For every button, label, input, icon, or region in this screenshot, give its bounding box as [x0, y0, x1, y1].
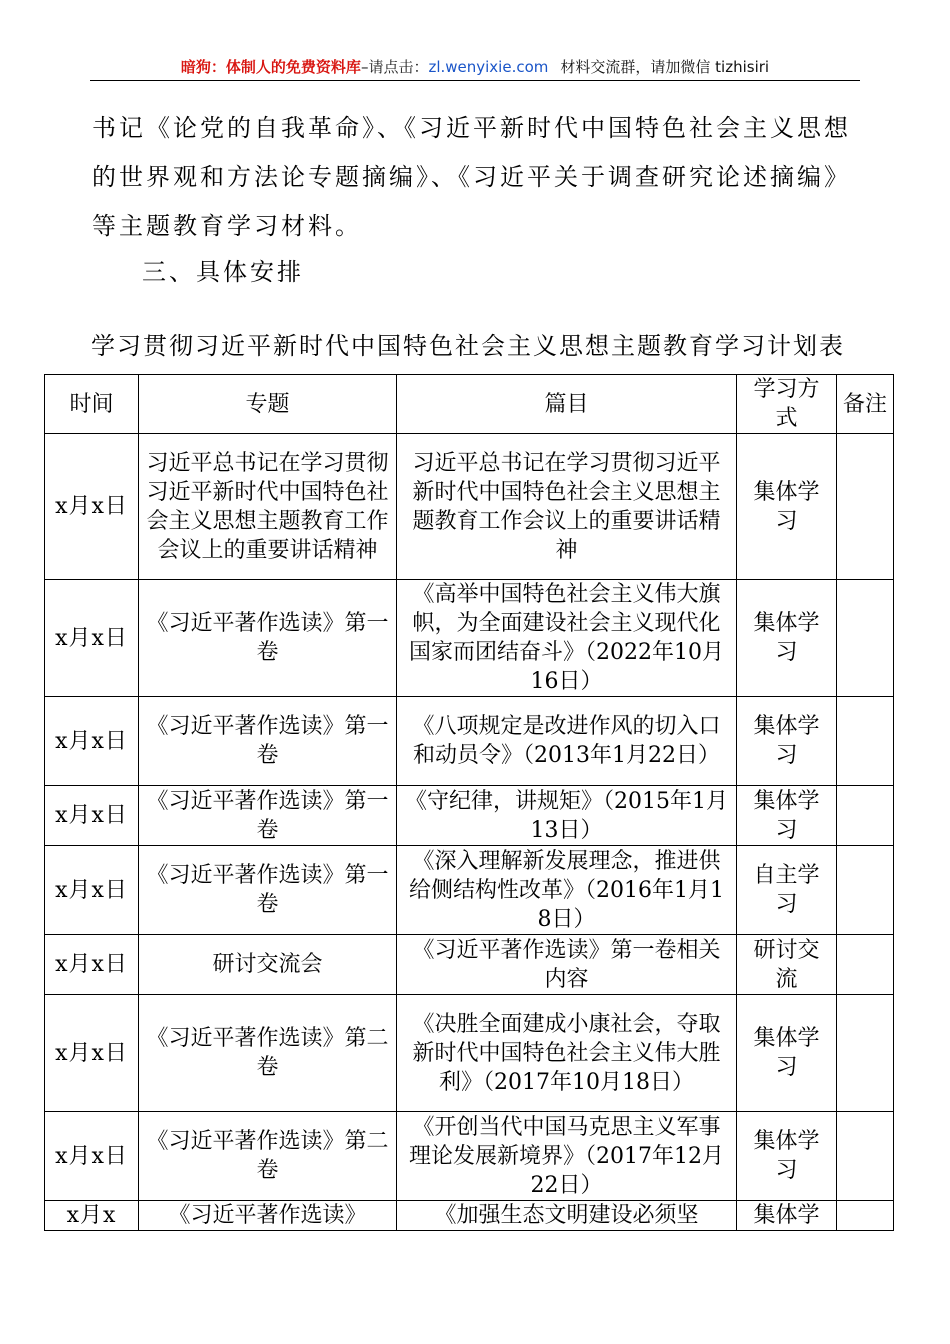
table-title: 学习贯彻习近平新时代中国特色社会主义思想主题教育学习计划表 — [91, 332, 845, 360]
row-note — [837, 995, 894, 1112]
header-note: 备注 — [837, 375, 894, 434]
page-header — [90, 56, 860, 77]
row-date: x月x日 — [45, 1112, 139, 1201]
row-note — [837, 580, 894, 697]
row-note — [837, 697, 894, 786]
row-note — [837, 1201, 894, 1231]
table-row — [45, 1201, 894, 1231]
row-method: 集体学习 — [737, 580, 837, 697]
table-row — [45, 995, 894, 1112]
row-method: 集体学习 — [737, 434, 837, 580]
row-topic: 《习近平著作选读》第二卷 — [139, 995, 397, 1112]
header-prompt: –请点击： — [360, 58, 429, 76]
table-row — [45, 935, 894, 995]
header-divider — [90, 80, 860, 81]
row-topic: 《习近平著作选读》 — [139, 1201, 397, 1231]
row-note — [837, 434, 894, 580]
row-date: x月x日 — [45, 786, 139, 846]
row-method: 自主学习 — [737, 846, 837, 935]
row-topic: 《习近平著作选读》第一卷 — [139, 580, 397, 697]
row-method: 研讨交流 — [737, 935, 837, 995]
row-topic: 《习近平著作选读》第二卷 — [139, 1112, 397, 1201]
row-note — [837, 846, 894, 935]
row-method: 集体学习 — [737, 786, 837, 846]
table-row — [45, 434, 894, 580]
row-article: 《深入理解新发展理念，推进供给侧结构性改革》（2016年1月18日） — [397, 846, 737, 935]
row-topic: 《习近平著作选读》第一卷 — [139, 846, 397, 935]
row-article: 习近平总书记在学习贯彻习近平新时代中国特色社会主义思想主题教育工作会议上的重要讲话精神 — [397, 434, 737, 580]
header-topic: 专题 — [139, 375, 397, 434]
row-method: 集体学习 — [737, 1112, 837, 1201]
header-time: 时间 — [45, 375, 139, 434]
row-topic: 习近平总书记在学习贯彻习近平新时代中国特色社会主义思想主题教育工作会议上的重要讲话精神 — [139, 434, 397, 580]
row-date: x月x — [45, 1201, 139, 1231]
row-topic: 《习近平著作选读》第一卷 — [139, 697, 397, 786]
row-date: x月x日 — [45, 434, 139, 580]
header-group-note: 材料交流群，请加微信 tizhisiri — [560, 58, 770, 76]
row-note — [837, 935, 894, 995]
row-date: x月x日 — [45, 846, 139, 935]
row-topic: 《习近平著作选读》第一卷 — [139, 786, 397, 846]
row-article: 《习近平著作选读》第一卷相关内容 — [397, 935, 737, 995]
row-article: 《决胜全面建成小康社会，夺取新时代中国特色社会主义伟大胜利》（2017年10月18日） — [397, 995, 737, 1112]
row-method: 集体学习 — [737, 995, 837, 1112]
study-plan-table — [44, 374, 894, 1231]
row-article: 《加强生态文明建设必须坚 — [397, 1201, 737, 1231]
row-method: 集体学习 — [737, 697, 837, 786]
row-note — [837, 786, 894, 846]
row-date: x月x日 — [45, 697, 139, 786]
row-date: x月x日 — [45, 995, 139, 1112]
header-link[interactable]: zl.wenyixie.com — [428, 58, 549, 76]
row-article: 《守纪律，讲规矩》（2015年1月13日） — [397, 786, 737, 846]
table-row — [45, 786, 894, 846]
intro-paragraph: 书记《论党的自我革命》、《习近平新时代中国特色社会主义思想的世界观和方法论专题摘编》、《习近平关于调查研究论述摘编》等主题教育学习材料。 — [92, 114, 851, 240]
row-article: 《八项规定是改进作风的切入口和动员令》（2013年1月22日） — [397, 697, 737, 786]
header-article: 篇目 — [397, 375, 737, 434]
table-header-row — [45, 375, 894, 434]
row-topic: 研讨交流会 — [139, 935, 397, 995]
header-method: 学习方式 — [737, 375, 837, 434]
table-row — [45, 580, 894, 697]
row-method: 集体学 — [737, 1201, 837, 1231]
row-date: x月x日 — [45, 935, 139, 995]
row-date: x月x日 — [45, 580, 139, 697]
row-article: 《高举中国特色社会主义伟大旗帜，为全面建设社会主义现代化国家而团结奋斗》（2022年10月16日） — [397, 580, 737, 697]
table-row — [45, 1112, 894, 1201]
section-heading: 三、具体安排 — [142, 258, 304, 286]
row-article: 《开创当代中国马克思主义军事理论发展新境界》（2017年12月22日） — [397, 1112, 737, 1201]
table-row — [45, 846, 894, 935]
row-note — [837, 1112, 894, 1201]
header-brand: 暗狗：体制人的免费资料库 — [180, 58, 361, 76]
table-row — [45, 697, 894, 786]
